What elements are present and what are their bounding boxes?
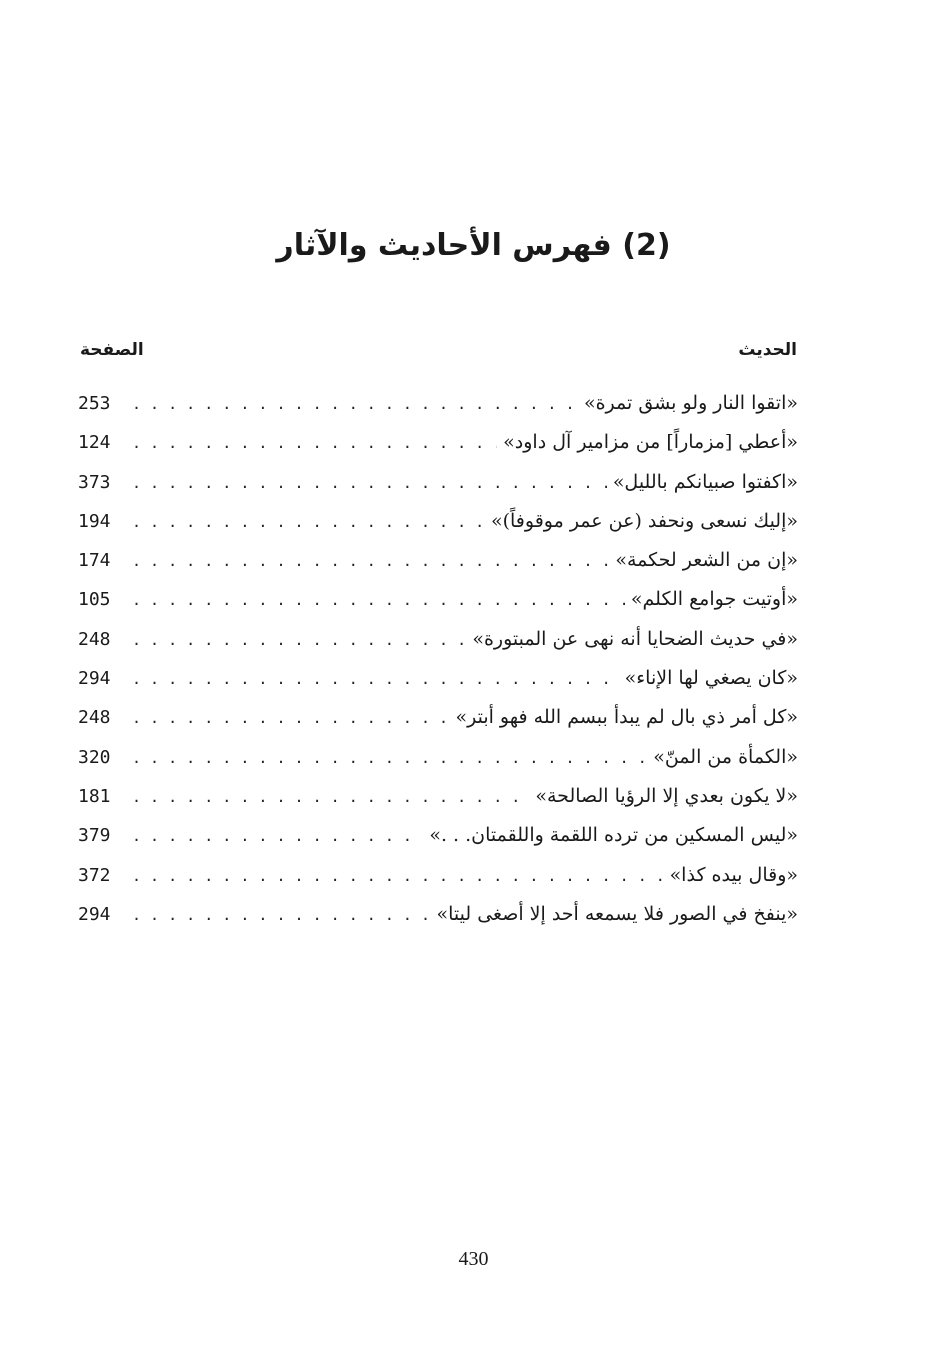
page-number: 379 bbox=[78, 825, 111, 847]
page-number: 194 bbox=[78, 510, 111, 532]
index-entry bbox=[78, 549, 798, 588]
index-entry bbox=[78, 628, 798, 667]
page-number: 253 bbox=[78, 393, 111, 414]
dot-leader bbox=[122, 788, 529, 806]
dot-leader bbox=[122, 631, 466, 649]
hadith-text: «كان يصغي لها الإناء» bbox=[624, 667, 798, 690]
page-number: 181 bbox=[78, 785, 111, 807]
page-number: 320 bbox=[78, 746, 111, 768]
page-number: 294 bbox=[78, 668, 111, 690]
dot-leader bbox=[122, 434, 497, 452]
index-entry bbox=[78, 471, 798, 510]
page-number: 294 bbox=[78, 903, 111, 925]
dot-leader bbox=[122, 906, 431, 924]
hadith-text: «ينفخ في الصور فلا يسمعه أحد إلا أصغى ليتا» bbox=[436, 902, 798, 925]
dot-leader bbox=[122, 513, 485, 531]
index-entry bbox=[78, 510, 798, 549]
dot-leader bbox=[122, 670, 619, 688]
index-entry bbox=[78, 392, 798, 431]
dot-leader bbox=[122, 867, 664, 885]
index-entry bbox=[78, 431, 798, 470]
page-number: 372 bbox=[78, 864, 111, 886]
hadith-text: «أوتيت جوامع الكلم» bbox=[630, 588, 798, 611]
page-number: 174 bbox=[78, 550, 111, 572]
index-entry bbox=[78, 903, 798, 942]
index-entry bbox=[78, 667, 798, 706]
index-entry bbox=[78, 746, 798, 785]
hadith-text: «كل أمر ذي بال لم يبدأ ببسم الله فهو أبتر» bbox=[455, 706, 798, 729]
hadith-text: «وقال بيده كذا» bbox=[669, 863, 798, 886]
dot-leader bbox=[122, 749, 647, 767]
hadith-text: «لا يكون بعدي إلا الرؤيا الصالحة» bbox=[535, 784, 798, 807]
page-number: 373 bbox=[78, 471, 111, 493]
hadith-text: «في حديث الضحايا أنه نهى عن المبتورة» bbox=[472, 627, 798, 650]
hadith-text: «اتقوا النار ولو بشق تمرة» bbox=[583, 392, 798, 414]
hadith-index-list bbox=[78, 392, 798, 942]
page-number: 124 bbox=[78, 432, 111, 454]
hadith-text: «إليك نسعى ونحفد (عن عمر موقوفاً)» bbox=[490, 509, 798, 532]
dot-leader bbox=[122, 591, 625, 609]
hadith-text: «ليس المسكين من ترده اللقمة واللقمتان. . .» bbox=[429, 824, 798, 847]
dot-leader bbox=[122, 709, 449, 727]
index-entry bbox=[78, 706, 798, 745]
hadith-text: «الكمأة من المنّ» bbox=[653, 745, 798, 768]
dot-leader bbox=[122, 827, 423, 845]
dot-leader bbox=[122, 552, 609, 570]
page-number: 248 bbox=[78, 628, 111, 650]
page-folio-number: 430 bbox=[458, 1248, 489, 1270]
hadith-text: «إن من الشعر لحكمة» bbox=[615, 549, 798, 572]
index-entry bbox=[78, 824, 798, 863]
hadith-column-header: الحديث bbox=[738, 340, 797, 360]
page-number: 105 bbox=[78, 589, 111, 611]
hadith-text: «اكفتوا صبيانكم بالليل» bbox=[612, 470, 798, 493]
page-column-header: الصفحة bbox=[80, 340, 144, 360]
dot-leader bbox=[122, 395, 578, 413]
dot-leader bbox=[122, 474, 607, 492]
index-entry bbox=[78, 785, 798, 824]
page-number: 248 bbox=[78, 707, 111, 729]
index-entry bbox=[78, 864, 798, 903]
index-title: (2) فهرس الأحاديث والآثار bbox=[276, 228, 671, 263]
index-entry bbox=[78, 588, 798, 627]
hadith-text: «أعطي [مزماراً] من مزامير آل داود» bbox=[503, 431, 798, 454]
